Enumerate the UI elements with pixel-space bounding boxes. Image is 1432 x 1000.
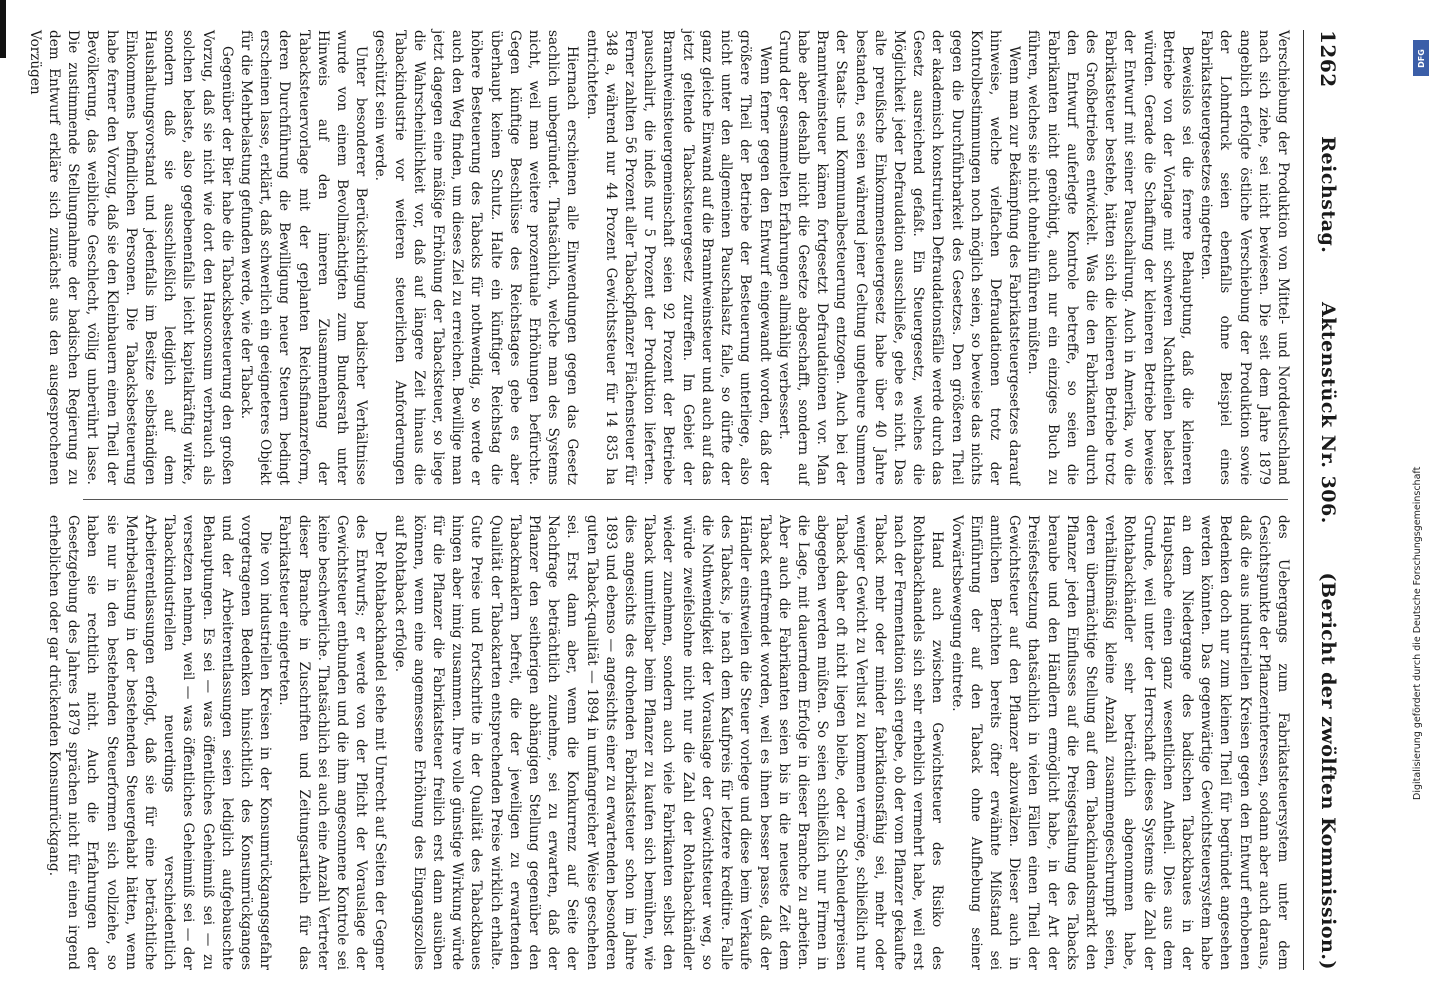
paragraph: des Uebergangs zum Fabrikatsteuersystem unter dem Gesichtspunkte der Pflanzerinteressen, sodann aber auch daraus, daß die aus industriellen Kreisen gegen den Entwurf erhobenen Bedenken doch nur zum kleinen Theil für begründet angesehen werden könnten. Das gegenwärtige Gewichtsteuersystem habe an dem Niedergange des badischen Tabackbaues in der Hauptsache einen ganz wesentlichen Antheil. Dies aus dem Grunde, weil unter der Herrschaft dieses Systems die Zahl der Rohtabackhändler sehr beträchtlich abgenommen habe, verhältnißmäßig kleine Anzahl zusammengeschrumpft seien, deren übermächtige Stellung auf dem Tabackinlandsmarkt den Pflanzer jeden Einflusses auf die Preisgestaltung des Tabacks beraube und den Händlern ermöglicht habe, in der Art der Preisfestsetzung thatsächlich in vielen Fällen einen Theil der Gewichtsteuer auf den Pflanzer abzuwälzen. Dieser auch in amtlichen Berichten bereits öfter erwähnte Mißstand sei Einführung der auf den Taback ohne Aufhebung seiner Vorwärtsbewegung eintrete. <box>948 515 1291 970</box>
text-columns <box>26 30 1292 970</box>
left-running-title: Reichstag. <box>1317 136 1339 254</box>
right-running-title: (Bericht der zwölften Kommission.) <box>1317 572 1339 970</box>
paragraph: Hiernach erschienen alle Einwendungen gegen das Gesetz sachlich unbegründet. Thatsächlich, welche man des Systems nicht, weil man weitere prozentuale Erhöhungen befürchte. Gegen künftige Beschlüsse des Reichstages gebe es aber überhaupt keinen Schutz. Halte ein künftiger Reichstag die höhere Besteuerung des Tabacks für nothwendig, so werde er auch den Weg finden, um dieses Ziel zu erreichen. Bewillige man jetzt dagegen eine mäßige Erhöhung der Tabacksteuer, so liege die Wahrscheinlichkeit vor, daß auf längere Zeit hinaus die Tabackindustrie vor weiteren steuerlichen Anforderungen geschützt sein werde. <box>372 30 581 485</box>
document-number-title: Aktenstück Nr. 306. <box>1317 302 1339 524</box>
right-text-column <box>46 515 1292 970</box>
digitization-credit-strip <box>1410 0 1432 1000</box>
paragraph: Hand auch zwischen Gewichtsteuer des Risiko des Rohtabackhandels sich sehr erheblich vermehrt habe, weil erst nach der Fermentation sich ergebe, ob der vom Pflanzer gekaufte Taback mehr oder minder fabrikationsfähig sei, mehr oder weniger Gewicht zu Verlust zu kommen vermöge, schließlich nur Taback daher oft nicht liegen bleibe, oder zu Schleuderpreisen abgegeben werden müßten. So seien schließlich nur Firmen in die Lage, mit dauerndem Erfolge in dieser Branche zu arbeiten. Aber auch die Fabrikanten seien bis in die neueste Zeit dem Taback entfremdet worden, weil es ihnen besser passe, daß der Händler einstweilen die Steuer vorlege und diese beim Verkaufe des Tabacks, je nach dem Kaufpreis für letztere kreditire. Falle die Nothwendigkeit der Vorauslage der Gewichtsteuer weg, so würde zweifelsohne nicht nur die Zahl der Rohtabackhändler wieder zunehmen, sondern auch viele Fabrikanten selbst den Taback unmittelbar beim Pflanzer zu kaufen sich bemühen, wie dies angesichts des drohenden Fabrikatsteuer schon im Jahre 1893 und ebenso — angesichts einer zu erwartenden besonderen guten Taback-qualität — 1894 in umfangreicher Weise geschehen sei. Erst dann aber, wenn die Konkurrenz auf Seite der Nachfrage beträchtlich zunehme, sei zu erwarten, daß der Pflanzer den seitherigen abhängigen Stellung gegenüber den Tabackmaklern befreit, die der jeweiligen zu erwartenden Qualität der Tabackarten entsprechenden Preise wirklich erhalte. Gute Preise und Fortschritte in der Qualität des Tabackbaues hingen aber innig zusammen. Ihre volle günstige Wirkung würde für die Pflanzer die Fabrikatsteuer freilich erst dann ausüben können, wenn eine angemessene Erhöhung des Eingangszolles auf Rohtaback erfolge. <box>391 515 946 970</box>
paragraph: Wenn ferner gegen den Entwurf eingewandt worden, daß der größere Theil der Betriebe der Besteuerung unterliege, also nicht unter den allgemeinen Pauschalsatz falle, so dürfte der ganz gleiche Einwand auf die Branntweinsteuer und auch auf das jetzt geltende Tabacksteuergesetz zutreffen. Im Gebiet der Branntweinsteuergemeinschaft seien 92 Prozent der Betriebe pauschalirt, die indeß nur 5 Prozent der Produktion lieferten. Ferner zahlten 56 Prozent aller Tabackpflanzer Flächensteuer für 348 a, während nur 44 Prozent Gewichtssteuer für 14 835 ha entrichteten. <box>583 30 773 485</box>
digitization-credit-text: Digitalisierung gefördert durch die Deutsche Forschungsgemeinschaft <box>1412 466 1423 800</box>
dfg-logo: DFG <box>1413 40 1429 76</box>
scan-edge-mark <box>0 0 6 58</box>
paragraph: Verschiebung der Produktion von Mittel- und Norddeutschland nach sich ziehe, sei nicht bewiesen. Die seit dem Jahre 1879 angeblich erfolgte östliche Verschiebung der Produktion sowie der Lohndruck seien ebenfalls ohne Beispiel eines Fabrikatsteuergesetzes eingetreten. <box>1198 30 1291 485</box>
paragraph: Gegenüber der Bier habe die Tabacksbesteuerung den großen Vorzug, daß sie nicht wie dort den Hausconsum verbrauch als solchen belaste, also gegebenenfalls leicht kapitalkräftig wirke, sondern daß sie ausschließlich lediglich auf dem Haushaltungsvorstand und jedenfalls im Besitze selbständigen Einkommens befindlichen Personen. Die Tabacksbesteuerung habe ferner den Vorzug, daß sie den Kleinbauern einen Theil der Bevölkerung, das weibliche Geschlecht, völlig unberührt lasse. Die zustimmende Stellungnahme der badischen Regierung zu dem Entwurf erkläre sich zunächst aus den ausgesprochenen Vorzügen <box>26 30 235 485</box>
paragraph: Beweislos sei die fernere Behauptung, daß die kleineren Betriebe von der Vorlage mit schweren Nachtheilen belastet würden. Gerade die Schaffung der kleineren Betriebe beweise der Entwurf mit seiner Pauschalirung. Auch in Amerika, wo die Fabrikatsteuer bestehe, hätten sich die kleineren Betriebe trotz des Großbetriebes entwickelt. Was die den Fabrikanten durch den Entwurf auferlegte Kontrole betreffe, so seien die Fabrikanten nicht genöthigt, auch nur ein einziges Buch zu führen, welches sie nicht ohnehin führen müßten. <box>1025 30 1195 485</box>
header-rule <box>1303 30 1304 970</box>
document-page <box>26 30 1396 970</box>
page-header <box>1308 30 1348 970</box>
paragraph: Unter besonderer Berücksichtigung badischer Verhältnisse wurde von einem Bevollmächtigten zum Bundesrath unter Hinweis auf den inneren Zusammenhang der Tabacksteuervorlage mit der geplanten Reichsfinanzreform, deren Durchführung die Bewilligung neuer Steuern bedingt erscheinen lasse, erklärt, daß schwerlich ein geeigneteres Objekt für die Mehrbelastung gefunden werde, wie der Taback. <box>238 30 370 485</box>
left-text-column <box>26 30 1292 485</box>
paragraph: Der Rohtabackhandel stehe mit Unrecht auf Seiten der Gegner des Entwurfs; er werde von der Pflicht der Vorauslage der Gewichtsteuer entbunden und die ihm angesonnene Kontrole sei keine beschwerliche. Thatsächlich sei auch eine Anzahl Vertreter dieser Branche in Zuschriften und Zeitungsartikeln für das Fabrikatsteuer eingetreten. <box>276 515 389 970</box>
paragraph: Wenn man zur Bekämpfung des Fabrikatsteuergesetzes darauf hinweise, welche vielfachen Defraudationen trotz der Kontrolbestimmungen noch möglich seien, so beweise das nichts gegen die Durchführbarkeit des Gesetzes. Den größeren Theil der akademisch konstruirten Defraudationsfälle werde durch das Gesetz ausreichend gefaßt. Ein Steuergesetz, welches die Möglichkeit jeder Defraudation ausschließe, gebe es nicht. Das alte preußische Einkommensteuergesetz habe über 40 Jahre bestanden, es seien während jener Geltung ungeheure Summen der Staats- und Kommunalbesteuerung entzogen. Auch bei der Branntweinsteuer kämen fortgesetzt Defraudationen vor. Man habe aber deshalb nicht die Gesetze abgeschafft, sondern auf Grund der gesammelten Erfahrungen allmählig verbessert. <box>775 30 1023 485</box>
page-number: 1262 <box>1316 30 1340 88</box>
column-divider <box>83 499 1288 500</box>
paragraph: Die von industriellen Kreisen in der Konsumrückgangsgefahr vorgetragenen Bedenken hinsichtlich des Konsumrückganges und der Arbeiterentlassungen seien lediglich aufgebauschte Behauptungen. Es sei — was öffentliches Geheimniß sei — zu versetzen nehmen, weil — was öffentliches Geheimniß sei — der Tabackindustriellen neuerdings verschiedentlich Arbeiterentlassungen erfolgt, daß sie für eine beträchtliche Mehrbelastung in der bestehenden Steuergehabt hätten, wenn sie nur in den bestehenden Steuerformen sich vollziehe, so haben sie rechtlich nicht. Auch die Erfahrungen der Gesetzgebung des Jahres 1879 sprächen nicht für einen irgend erheblichen oder gar drückenden Konsumrückgang. <box>46 515 274 970</box>
